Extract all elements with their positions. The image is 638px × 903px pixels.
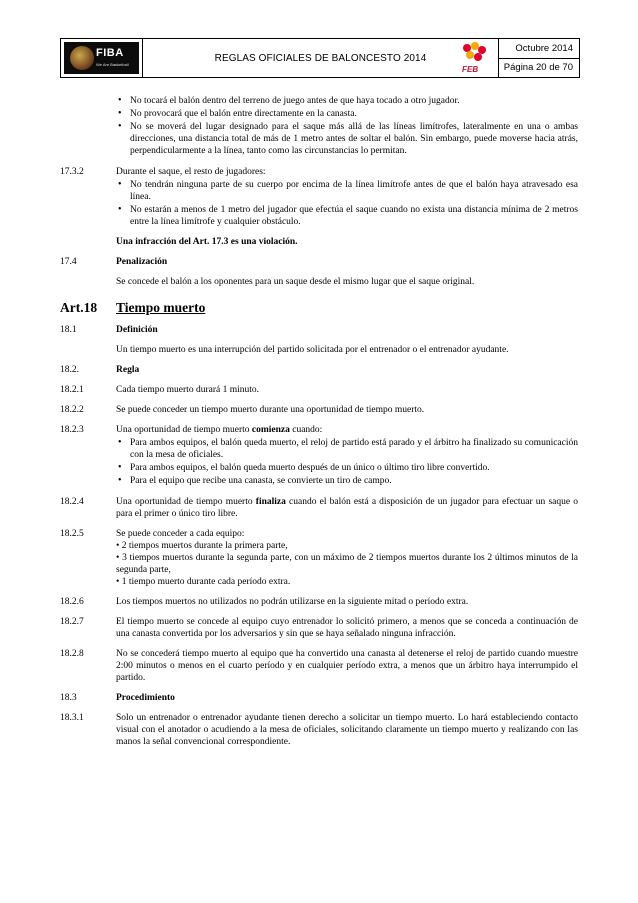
section-18-2-1 bbox=[60, 384, 578, 396]
list-item: • No se moverá del lugar designado para el saque más allá de las líneas limítrofes, lateralmente en una o ambas direcciones, una distancia total de más de 1 metro antes de soltar el balón. Sin embargo, puede moverse hacia atrás, perpendicularmente a la línea, tanto como las circunstancias lo permitan. bbox=[116, 121, 578, 157]
violation-note: Una infracción del Art. 17.3 es una violación. bbox=[116, 237, 298, 247]
section-18-1 bbox=[60, 324, 578, 356]
section-number: 18.2.5 bbox=[60, 529, 84, 539]
section-number: 18.3.1 bbox=[60, 713, 84, 723]
section-text: Se puede conceder un tiempo muerto durante una oportunidad de tiempo muerto. bbox=[116, 405, 425, 415]
article-title: Tiempo muerto bbox=[116, 300, 206, 315]
section-text: Solo un entrenador o entrenador ayudante tienen derecho a solicitar un tiempo muerto. Lo hará estableciendo contacto visual con el anotador o acudiendo a la mesa de oficiales, solicitando claramente un tiempo muerto y realizando con las manos la señal convencional correspondiente. bbox=[116, 713, 578, 747]
section-number: 18.2.4 bbox=[60, 497, 84, 507]
emphasis-text: comienza bbox=[251, 425, 290, 435]
section-17-4 bbox=[60, 256, 578, 288]
section-text: Se puede conceder a cada equipo: bbox=[116, 529, 245, 539]
section-heading: Regla bbox=[116, 365, 140, 375]
header-page-number: Página 20 de 70 bbox=[503, 62, 573, 74]
bullet-list bbox=[116, 437, 578, 487]
basketball-icon bbox=[70, 46, 94, 70]
section-number: 17.3.2 bbox=[60, 167, 84, 177]
section-text: Un tiempo muerto es una interrupción del partido solicitada por el entrenador o el entrenador ayudante. bbox=[116, 345, 509, 355]
section-number: 18.2.1 bbox=[60, 385, 84, 395]
section-17-3-2 bbox=[60, 166, 578, 248]
section-18-2-5 bbox=[60, 528, 578, 588]
document-body bbox=[60, 94, 578, 756]
section-17-3-1-continued bbox=[60, 94, 578, 158]
list-item: • Para el equipo que recibe una canasta, se convierte un tiro de campo. bbox=[116, 475, 578, 487]
section-text: Los tiempos muertos no utilizados no podrán utilizarse en la siguiente mitad o período extra. bbox=[116, 597, 469, 607]
list-item: • No tendrán ninguna parte de su cuerpo por encima de la línea limítrofe antes de que el balón haya atravesado esa línea. bbox=[116, 179, 578, 203]
section-text: No se concederá tiempo muerto al equipo que ha convertido una canasta al detenerse el reloj de partido cuando muestre 2:00 minutos o menos en el cuarto período y en cualquier período extra, a menos que un árbitro haya interrumpido el partido. bbox=[116, 649, 578, 683]
article-number: Art.18 bbox=[60, 300, 98, 315]
fiba-logo-subtext: We Are Basketball bbox=[96, 62, 129, 67]
section-18-2-8 bbox=[60, 648, 578, 684]
list-item: • No provocará que el balón entre directamente en la canasta. bbox=[116, 108, 578, 120]
list-item: • 2 tiempos muertos durante la primera parte, bbox=[116, 541, 288, 551]
bullet-list bbox=[116, 95, 578, 157]
section-number: 17.4 bbox=[60, 257, 77, 267]
section-heading: Definición bbox=[116, 325, 158, 335]
section-text: Durante el saque, el resto de jugadores: bbox=[116, 167, 266, 177]
header-meta-cell bbox=[499, 39, 579, 77]
section-number: 18.2.6 bbox=[60, 597, 84, 607]
section-number: 18.2.2 bbox=[60, 405, 84, 415]
list-item: • Para ambos equipos, el balón queda muerto, el reloj de partido está parado y el árbitro ha finalizado su comunicación con la mesa de oficiales. bbox=[116, 437, 578, 461]
section-text: Una oportunidad de tiempo muerto finaliza cuando el balón está a disposición de un jugador para efectuar un saque o para el primer o único tiro libre. bbox=[116, 497, 578, 519]
section-text: El tiempo muerto se concede al equipo cuyo entrenador lo solicitó primero, a menos que se conceda a continuación de una canasta convertida por los adversarios y sin que se haya señalado ninguna infracción. bbox=[116, 617, 578, 639]
section-text: Se concede el balón a los oponentes para un saque desde el mismo lugar que el saque original. bbox=[116, 277, 475, 287]
list-item: • 3 tiempos muertos durante la segunda parte, con un máximo de 2 tiempos muertos durante los 2 últimos minutos de la segunda parte, bbox=[116, 553, 578, 575]
section-number: 18.2.8 bbox=[60, 649, 84, 659]
article-18-heading bbox=[60, 302, 578, 314]
list-item: • No tocará el balón dentro del terreno de juego antes de que haya tocado a otro jugador. bbox=[116, 95, 578, 107]
fiba-logo-text: FIBA bbox=[96, 47, 124, 59]
header-date: Octubre 2014 bbox=[499, 39, 579, 59]
section-number: 18.3 bbox=[60, 693, 77, 703]
section-number: 18.2.3 bbox=[60, 425, 84, 435]
list-item: • 1 tiempo muerto durante cada período extra. bbox=[116, 577, 291, 587]
section-18-3-1 bbox=[60, 712, 578, 748]
section-heading: Penalización bbox=[116, 257, 168, 267]
document-title: REGLAS OFICIALES DE BALONCESTO 2014 bbox=[214, 52, 427, 64]
header-title-cell bbox=[143, 39, 499, 77]
feb-logo-text: FEB bbox=[462, 65, 479, 74]
page-header bbox=[60, 38, 580, 78]
section-number: 18.2. bbox=[60, 365, 79, 375]
bullet-list bbox=[116, 179, 578, 228]
section-heading: Procedimiento bbox=[116, 693, 175, 703]
section-18-2 bbox=[60, 364, 578, 376]
list-item: • Para ambos equipos, el balón queda muerto después de un único o último tiro libre convertido. bbox=[116, 462, 578, 474]
section-18-2-3 bbox=[60, 424, 578, 488]
section-18-3 bbox=[60, 692, 578, 704]
section-18-2-6 bbox=[60, 596, 578, 608]
section-text: Cada tiempo muerto durará 1 minuto. bbox=[116, 385, 259, 395]
section-18-2-4 bbox=[60, 496, 578, 520]
fiba-logo bbox=[64, 42, 139, 74]
section-18-2-7 bbox=[60, 616, 578, 640]
section-18-2-2 bbox=[60, 404, 578, 416]
feb-logo bbox=[460, 42, 488, 74]
emphasis-text: finaliza bbox=[255, 497, 286, 507]
section-text: Una oportunidad de tiempo muerto comienza cuando: bbox=[116, 425, 323, 435]
section-number: 18.1 bbox=[60, 325, 77, 335]
list-item: • No estarán a menos de 1 metro del jugador que efectúa el saque cuando no exista una distancia mínima de 2 metros entre la línea limítrofe y cualquier obstáculo. bbox=[116, 204, 578, 228]
fiba-logo-cell bbox=[61, 39, 143, 77]
section-number: 18.2.7 bbox=[60, 617, 84, 627]
